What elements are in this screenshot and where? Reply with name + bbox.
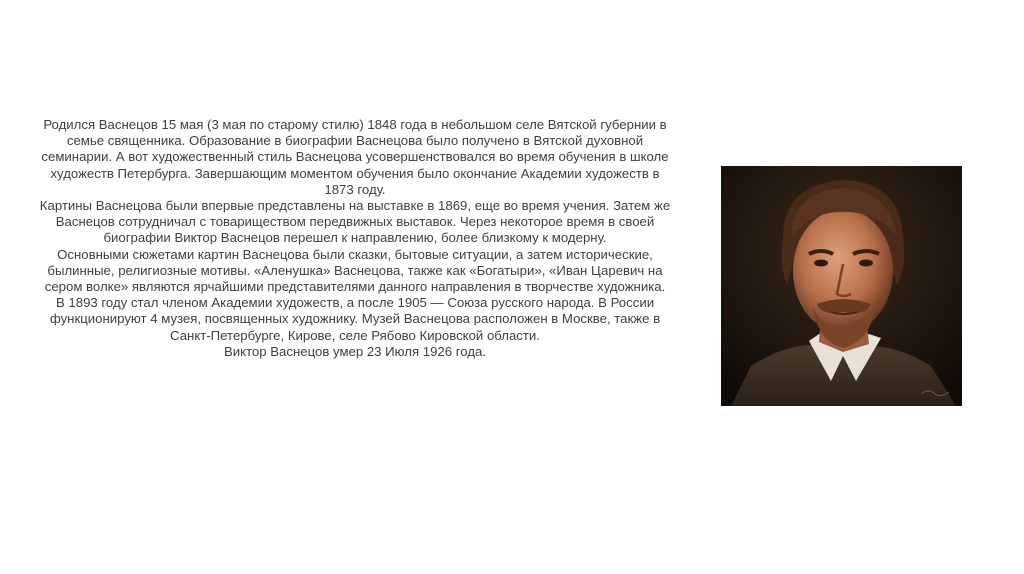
text-line-5: 1873 году. bbox=[324, 181, 386, 197]
text-line-12: В 1893 году стал членом Академии художеств, а после 1905 — Союза русского народа. В России bbox=[55, 295, 655, 311]
text-line-7: Васнецов сотрудничал с товариществом передвижных выставок. Через некоторое время в своей bbox=[55, 214, 655, 230]
portrait-illustration bbox=[721, 166, 962, 406]
text-line-3: семинарии. А вот художественный стиль Васнецова усовершенствовался во время обучения в школе bbox=[41, 149, 669, 165]
text-line-2: семье священника. Образование в биографии Васнецова было получено в Вятской духовной bbox=[66, 133, 644, 149]
text-line-13: функционируют 4 музея, посвященных художнику. Музей Васнецова расположен в Москве, также в bbox=[49, 311, 661, 327]
text-line-4: художеств Петербурга. Завершающим моментом обучения было окончание Академии художеств в bbox=[50, 165, 660, 181]
biography-text bbox=[30, 117, 680, 360]
text-line-10: былинные, религиозные мотивы. «Аленушка» Васнецова, также как «Богатыри», «Иван Царевич на bbox=[47, 262, 663, 278]
portrait-image bbox=[721, 166, 962, 406]
text-line-6: Картины Васнецова были впервые представлены на выставке в 1869, еще во время учения. Затем же bbox=[39, 198, 671, 214]
text-line-11: сером волке» являются ярчайшими представителями данного направления в творчестве художника. bbox=[44, 279, 666, 295]
text-line-9: Основными сюжетами картин Васнецова были сказки, бытовые ситуации, а затем исторические, bbox=[57, 246, 653, 262]
text-line-15: Виктор Васнецов умер 23 Июля 1926 года. bbox=[223, 343, 487, 359]
text-line-1: Родился Васнецов 15 мая (3 мая по старому стилю) 1848 года в небольшом селе Вятской губернии в bbox=[43, 117, 667, 132]
text-line-14: Санкт-Петербурге, Кирове, селе Рябово Кировской области. bbox=[170, 327, 540, 343]
text-line-8: биографии Виктор Васнецов перешел к направлению, более близкому к модерну. bbox=[103, 230, 607, 246]
